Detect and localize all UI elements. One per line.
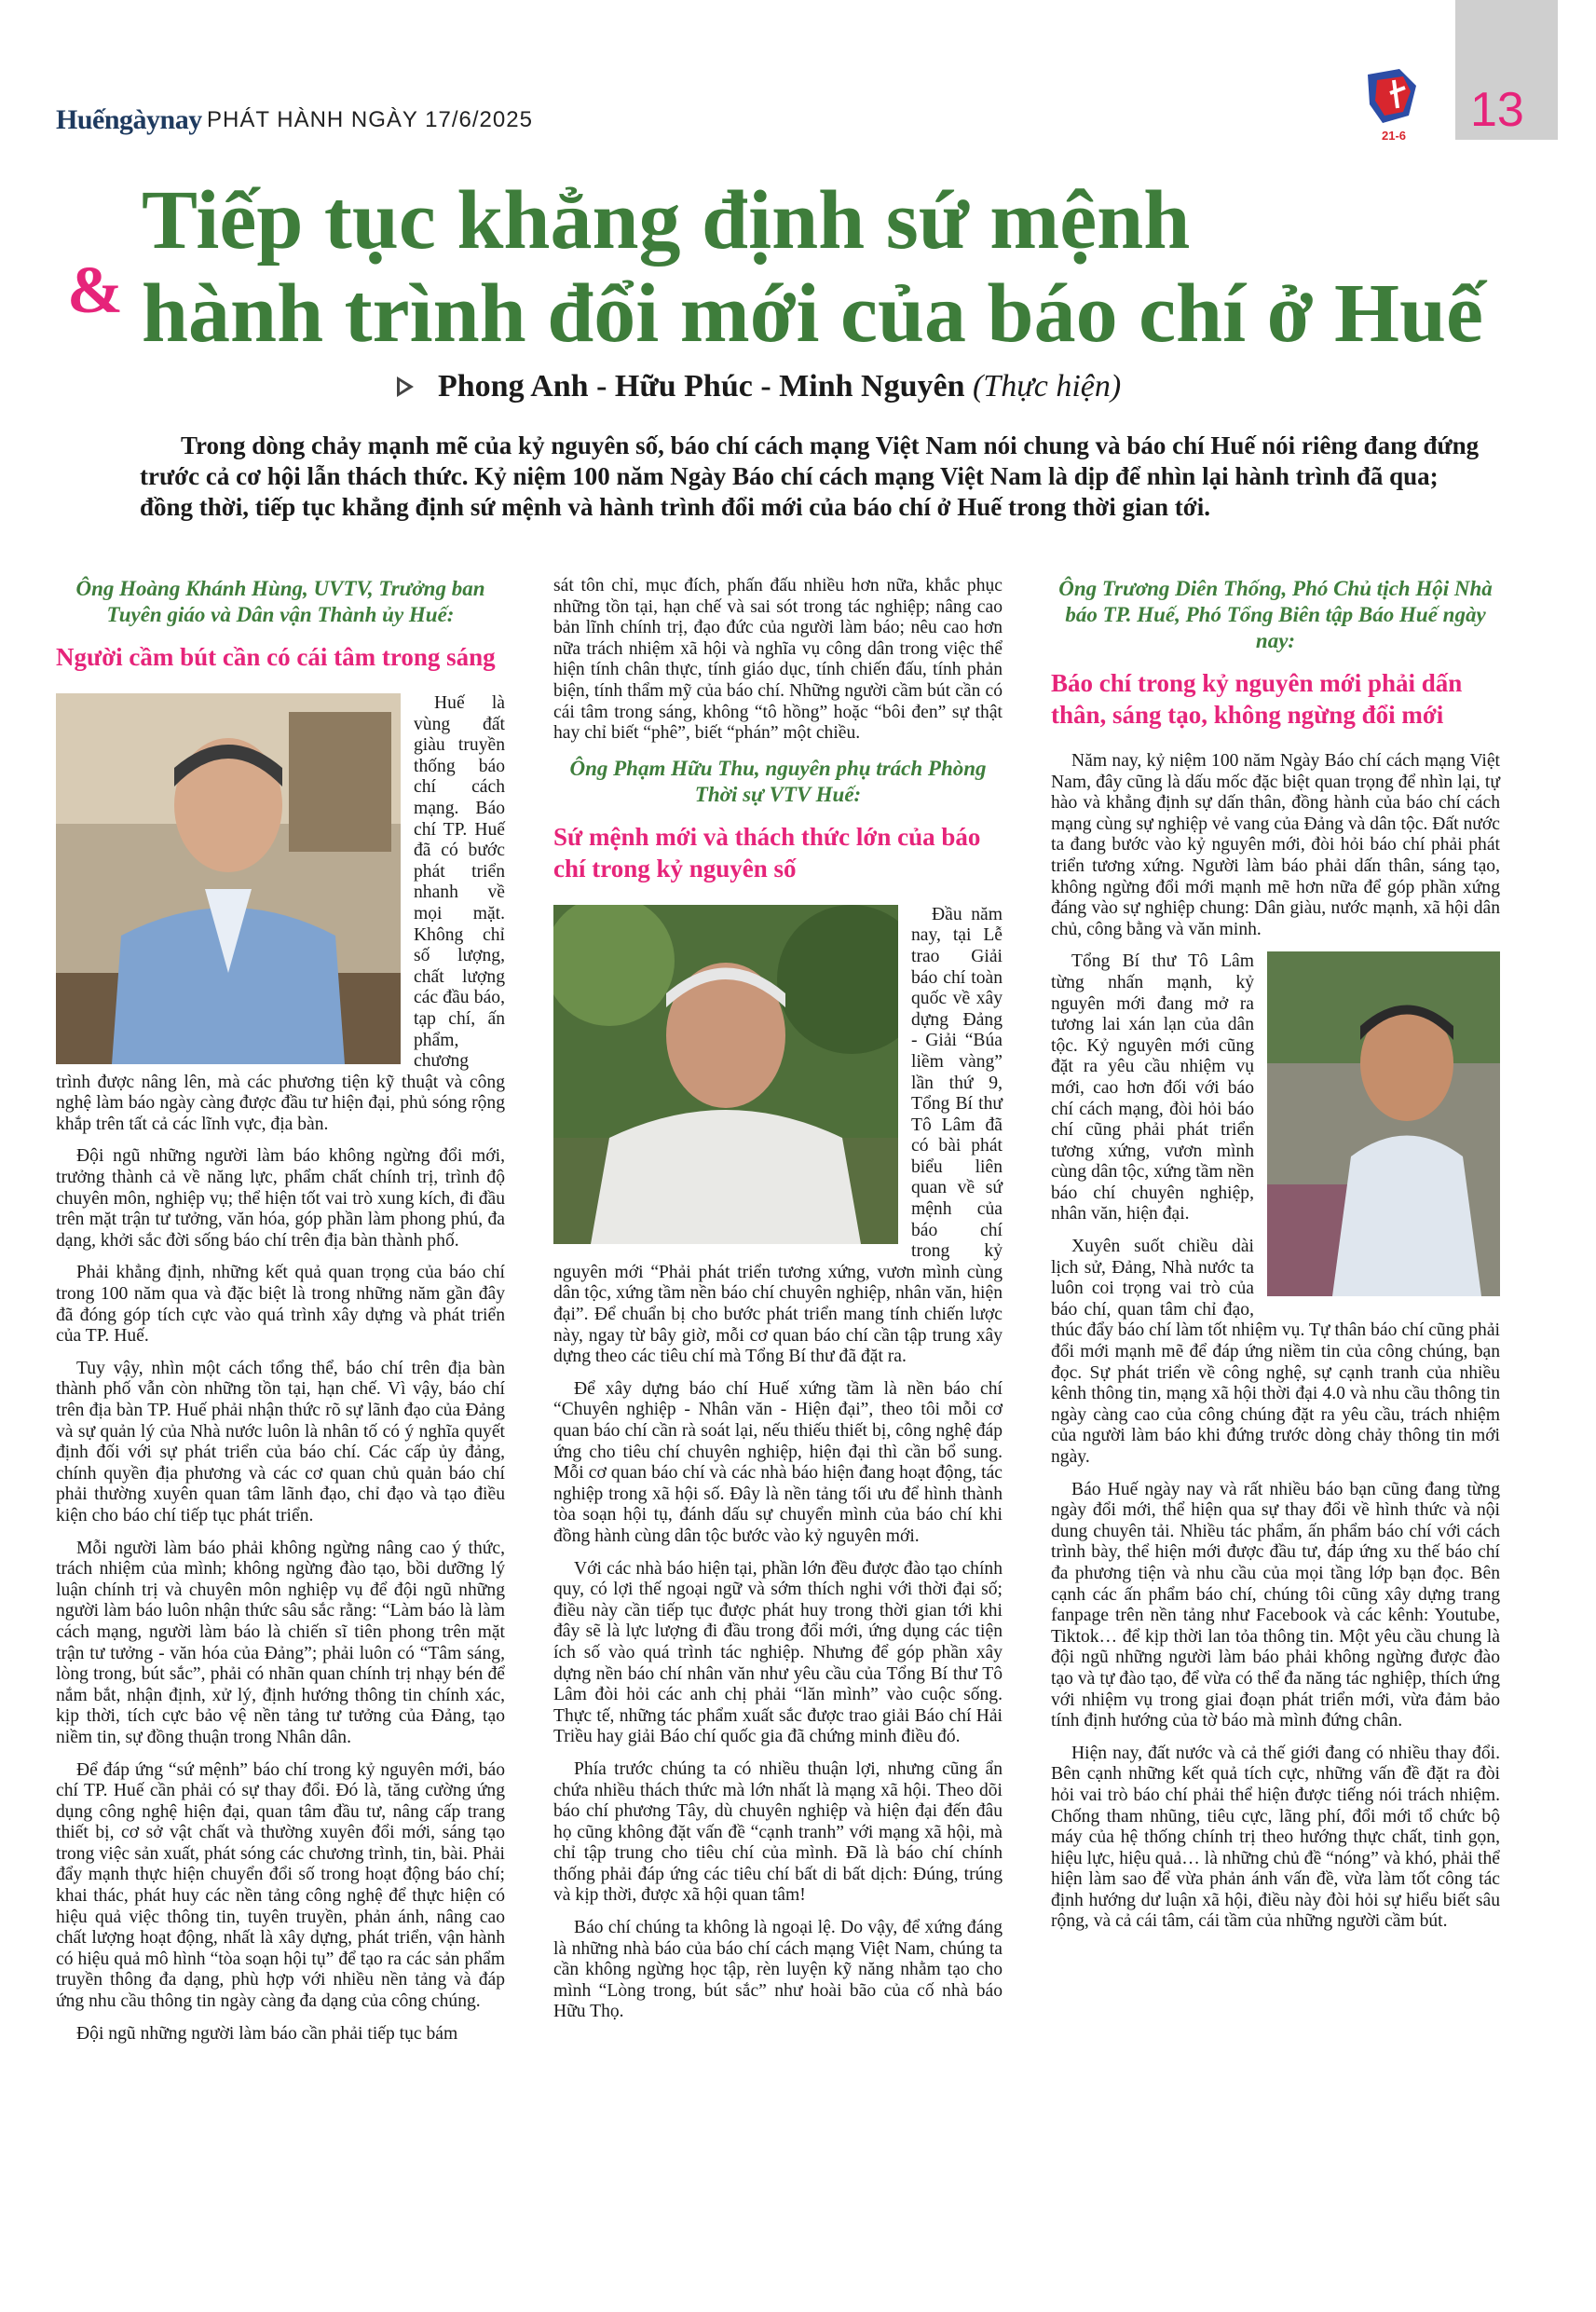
paragraph: Tổng Bí thư Tô Lâm từng nhấn mạnh, kỷ nguyên mới đang mở ra tương lai xán lạn của dân tộc. Kỷ nguyên mới cũng đặt ra yêu cầu nhiệm vụ mới, cao hơn đối với báo chí cách mạng, đòi hỏi báo chí cũng phải phát triển tương xứng, vươn mình cùng dân tộc, xứng tầm nền báo chí chuyên nghiệp, nhân văn, hiện đại. (1051, 951, 1254, 1224)
paragraph: Để đáp ứng “sứ mệnh” báo chí trong kỷ nguyên mới, báo chí TP. Huế cần phải có sự thay đổi. Đó là, tăng cường ứng dụng công nghệ hiện đại, quan tâm đầu tư, nâng cấp trang thiết bị, cơ sở vật chất và thường xuyên đổi mới, sáng tạo trong việc sản xuất, phát sóng các chương trình, tin, bài. Phải đẩy mạnh thực hiện chuyển đổi số trong hoạt động báo chí; khai thác, phát huy các nền tảng công nghệ để thực hiện có hiệu quả việc thông tin, tuyên truyền, phản ánh, nâng cao chất lượng hoạt động, nhất là xây dựng, phát triển, vận hành có hiệu quả mô hình “tòa soạn hội tụ” để tạo ra các sản phẩm truyền thông đa dạng, phù hợp với nhiều nền tảng và đáp ứng nhu cầu thông tin ngày càng đa dạng của công chúng. (56, 1759, 505, 2012)
paragraph: Phải khẳng định, những kết quả quan trọng của báo chí trong 100 năm qua và đặc biệt là trong những năm gần đây đã đóng góp tích cực vào quá trình xây dựng và phát triển của TP. Huế. (56, 1263, 505, 1347)
interviewee-role: Ông Trương Diên Thống, Phó Chủ tịch Hội Nhà báo TP. Huế, Phó Tổng Biên tập Báo Huế ngày nay: (1058, 577, 1493, 652)
headline-line-1: Tiếp tục khẳng định sứ mệnh (142, 174, 1191, 267)
column-2 (553, 576, 1003, 2034)
paragraph: Đội ngũ những người làm báo không ngừng đổi mới, trưởng thành cả về năng lực, phẩm chất chính trị, trình độ chuyên môn, nghiệp vụ; thể hiện tốt vai trò xung kích, đi đầu trên mặt trận tư tưởng, văn hóa, góp phần làm phong phú, đa dạng, khởi sắc đời sống báo chí trên địa bàn thành phố. (56, 1146, 505, 1251)
paragraph: Hiện nay, đất nước và cả thế giới đang có nhiều thay đổi. Bên cạnh những kết quả tích cực, những vấn đề đặt ra đòi hỏi vai trò báo chí phải thể hiện được tiếng nói trách nhiệm. Chống tham nhũng, tiêu cực, lãng phí, đổi mới tổ chức bộ máy của hệ thống chính trị theo hướng thực chất, tinh gọn, hiệu lực, hiệu quả… là những chủ đề “nóng” và khó, phải thể hiện làm sao để vừa phản ánh vấn đề, vừa làm tốt công tác định hướng dư luận xã hội, điều này đòi hỏi sự hiểu biết sâu rộng, và cả cái tâm, cái tầm của những người cầm bút. (1051, 1743, 1500, 1932)
paragraph: Năm nay, kỷ niệm 100 năm Ngày Báo chí cách mạng Việt Nam, đây cũng là dấu mốc đặc biệt quan trọng để nhìn lại, tự hào và khẳng định sự dấn thân, đồng hành của báo chí cách mạng cùng sự nghiệp vẻ vang của Đảng và dân tộc. Đất nước ta đang bước vào kỷ nguyên mới, đòi hỏi báo chí phải phát triển tương xứng. Người làm báo phải dấn thân, sáng tạo, không ngừng đổi mới mạnh mẽ hơn nữa để góp phần xứng đáng vào sự nghiệp chung: Dân giàu, nước mạnh, xã hội dân chủ, công bằng và văn minh. (1051, 751, 1500, 939)
section-subhead: Sứ mệnh mới và thách thức lớn của báo chí trong kỷ nguyên số (553, 822, 981, 882)
portrait-photo (553, 905, 898, 1244)
lead-paragraph: Trong dòng chảy mạnh mẽ của kỷ nguyên số, báo chí cách mạng Việt Nam nói chung và báo chí Huế nói riêng đang đứng trước cả cơ hội lẫn thách thức. Kỷ niệm 100 năm Ngày Báo chí cách mạng Việt Nam là dịp để nhìn lại hành trình đã qua; đồng thời, tiếp tục khẳng định sứ mệnh và hành trình đổi mới của báo chí ở Huế trong thời gian tới. (140, 431, 1480, 521)
paragraph: Huế là vùng đất giàu truyền thống báo chí cách mạng. Báo chí TP. Huế đã có bước phát triển nhanh về mọi mặt. Không chỉ số lượng, chất lượng các đầu báo, tạp chí, ấn phẩm, chương trình được nâng lên, mà các phương tiện kỹ thuật và công nghệ làm báo ngày càng được đầu tư hiện đại, phủ sóng rộng khắp trên tất cả các lĩnh vực, địa bàn. (56, 693, 505, 1134)
interviewee-role: Ông Hoàng Khánh Hùng, UVTV, Trưởng ban Tuyên giáo và Dân vận Thành ủy Huế: (75, 577, 485, 626)
paragraph-continued: sát tôn chỉ, mục đích, phấn đấu nhiều hơn nữa, khắc phục những tồn tại, hạn chế và sai sót trong tác nghiệp; nâng cao bản lĩnh chính trị, đạo đức của người làm báo; nêu cao hơn nữa trách nhiệm xã hội và nghĩa vụ công dân trong việc thể hiện tính chân thực, tính giáo dục, tính chiến đấu, tính phản biện, tính thẩm mỹ của báo chí. Những người cầm bút cần có cái tâm trong sáng, không “tô hồng” hoặc “bôi đen” sự thật hay chỉ biết “phê”, biết “phán” một chiều. (553, 576, 1003, 744)
paragraph: Với các nhà báo hiện tại, phần lớn đều được đào tạo chính quy, có lợi thế ngoại ngữ và sớm thích nghi với thời đại số; điều này cần tiếp tục được phát huy trong thời gian tới khi đây sẽ là lực lượng đi đầu trong đổi mới, ứng dụng các tiện ích số vào quá trình tác nghiệp. Nhưng để góp phần xây dựng nền báo chí nhân văn như yêu cầu của Tổng Bí thư Tô Lâm đòi hỏi các anh chị phải “lăn mình” vào cuộc sống. Thực tế, những tác phẩm xuất sắc được trao giải Báo chí Hải Triều hay giải Báo chí quốc gia đã chứng minh điều đó. (553, 1558, 1003, 1747)
paragraph: Báo Huế ngày nay và rất nhiều báo bạn cũng đang từng ngày đổi mới, thể hiện qua sự thay đổi về hình thức và nội dung chuyên tải. Nhiều tác phẩm, ấn phẩm báo chí với cách trình bày, thể hiện mới được đầu tư, đáp ứng xu thế báo chí đa phương tiện và nhu cầu của mọi tầng lớp bạn đọc. Bên cạnh các ấn phẩm báo chí, chúng tôi cũng xây dựng trang fanpage trên nền tảng như Facebook và các kênh: Youtube, Tiktok… để kịp thời lan tỏa thông tin. Một yêu cầu chung là đội ngũ những người làm báo phải không ngừng được đào tạo và tự đào tạo, để vừa có thể đa năng tác nghiệp, thích ứng với nhiệm vụ trong giai đoạn phát triển mới, vừa đảm bảo tính định hướng của tờ báo mà mình đứng chân. (1051, 1479, 1500, 1731)
column-body (553, 576, 1003, 745)
paragraph: Tuy vậy, nhìn một cách tổng thể, báo chí trên địa bàn thành phố vẫn còn những tồn tại, hạn chế. Vì vậy, báo chí trên địa bàn TP. Huế phải nhận thức rõ sự lãnh đạo của Đảng và sự quản lý của Nhà nước luôn là nhân tố có ý nghĩa quyết định đối với sự phát triển của báo chí. Các cấp ủy đảng, chính quyền địa phương và các cơ quan chủ quản báo chí phải thường xuyên quan tâm lãnh đạo, chỉ đạo và tạo điều kiện cho báo chí tiếp tục phát triển. (56, 1358, 505, 1525)
paragraph: Mỗi người làm báo phải không ngừng nâng cao ý thức, trách nhiệm của mình; không ngừng đào tạo, bồi dưỡng lý luận chính trị và chuyên môn nghiệp vụ để đội ngũ những người làm báo luôn nhận thức sâu sắc rằng: “Làm báo là làm cách mạng, người làm báo là chiến sĩ tiên phong trên mặt trận tư tưởng - văn hóa của Đảng”; phải luôn có “Tâm sáng, lòng trong, bút sắc”, phải có nhãn quan chính trị nhạy bén để nắm bắt, nhận định, xử lý, định hướng thông tin chính xác, kịp thời, tích cực bảo vệ nền tảng tư tưởng của Đảng, tạo niềm tin, sự đồng thuận trong Nhân dân. (56, 1538, 505, 1747)
column-body (1051, 751, 1500, 1933)
column-body (56, 693, 505, 2045)
portrait-photo (1267, 951, 1500, 1296)
byline-authors: Phong Anh - Hữu Phúc - Minh Nguyên (438, 369, 965, 404)
section-subhead: Báo chí trong kỷ nguyên mới phải dấn thân, sáng tạo, không ngừng đổi mới (1051, 669, 1463, 729)
section-subhead: Người cầm bút cần có cái tâm trong sáng (56, 643, 496, 671)
newspaper-brand: Huếngàynay (56, 104, 202, 135)
journalism-day-logo-icon (1362, 67, 1425, 144)
logo-caption: 21-6 (1381, 129, 1407, 143)
paragraph: Xuyên suốt chiều dài lịch sử, Đảng, Nhà nước ta luôn coi trọng vai trò của báo chí, quan tâm chỉ đạo, thúc đẩy báo chí làm tốt nhiệm vụ. Tự thân báo chí cũng phải đổi mới mạnh mẽ để đáp ứng niềm tin của công chúng, bạn đọc. Sự phát triển về công nghệ, sự cạnh tranh của nhiều kênh thông tin, mạng xã hội thời đại 4.0 và nhu cầu thông tin ngày càng cao của công chúng đặt ra yêu cầu, trách nhiệm của người làm báo khi đứng trước dòng chảy thông tin mới ngày. (1051, 1237, 1500, 1467)
byline-arrow-icon (397, 376, 414, 397)
page-number: 13 (1470, 83, 1524, 137)
paragraph: Báo chí chúng ta không là ngoại lệ. Do vậy, để xứng đáng là những nhà báo của báo chí cách mạng Việt Nam, chúng ta cần không ngừng học tập, rèn luyện kỹ năng nhằm tạo cho mình “Lòng trong, bút sắc” như hoài bão của cố nhà báo Hữu Thọ. (553, 1918, 1003, 2022)
paragraph: Đội ngũ những người làm báo cần phải tiếp tục bám (76, 2023, 458, 2044)
byline-role: (Thực hiện) (972, 369, 1122, 404)
paragraph: Để xây dựng báo chí Huế xứng tầm là nền báo chí “Chuyên nghiệp - Nhân văn - Hiện đại”, theo tôi mỗi cơ quan báo chí cần rà soát lại, nếu thiếu thiết bị, công nghệ đáp ứng cho tiêu chí chuyên nghiệp, hiện đại thì cần bổ sung. Mỗi cơ quan báo chí và các nhà báo hiện đang hoạt động, tác nghiệp trong xã hội số. Đây là nền tảng tối ưu để hình thành tòa soạn hội tụ, đánh dấu sự chuyển mình của báo chí khi đồng hành cùng dân tộc bước vào kỷ nguyên mới. (553, 1378, 1003, 1546)
column-body (553, 905, 1003, 2023)
paragraph: Phía trước chúng ta có nhiều thuận lợi, nhưng cũng ẩn chứa nhiều thách thức mà lớn nhất là mạng xã hội. Theo dõi báo chí phương Tây, dù chuyên nghiệp và hiện đại đến đâu họ cũng không đặt vấn đề “cạnh tranh” với mạng xã hội, mà chỉ tập trung cho tiêu chí của mình. Đã là báo chí chính thống phải đáp ứng các tiêu chí bất di bất dịch: Đúng, trúng và kịp thời, được xã hội quan tâm! (553, 1758, 1003, 1906)
issue-date: PHÁT HÀNH NGÀY 17/6/2025 (207, 107, 533, 132)
byline (438, 369, 1121, 404)
column-3 (1051, 576, 1500, 1944)
paragraph: Đầu năm nay, tại Lễ trao Giải báo chí toàn quốc về xây dựng Đảng - Giải “Búa liềm vàng” lần thứ 9, Tổng Bí thư Tô Lâm đã có bài phát biểu liên quan về sứ mệnh của báo chí trong kỷ nguyên mới “Phải phát triển tương xứng, vươn mình cùng dân tộc, xứng tầm nền báo chí chuyên nghiệp, nhân văn, hiện đại”. Để chuẩn bị cho bước phát triển mang tính chiến lược này, ngay từ bây giờ, mỗi cơ quan báo chí cần tập trung xây dựng theo các tiêu chí mà Tổng Bí thư đã đặt ra. (553, 904, 1003, 1367)
portrait-photo (56, 693, 401, 1064)
interviewee-role: Ông Phạm Hữu Thu, nguyên phụ trách Phòng Thời sự VTV Huế: (569, 756, 987, 806)
column-1 (56, 576, 505, 2056)
headline-line-2: hành trình đổi mới của báo chí ở Huế (142, 267, 1483, 360)
headline-ampersand: & (67, 253, 123, 327)
